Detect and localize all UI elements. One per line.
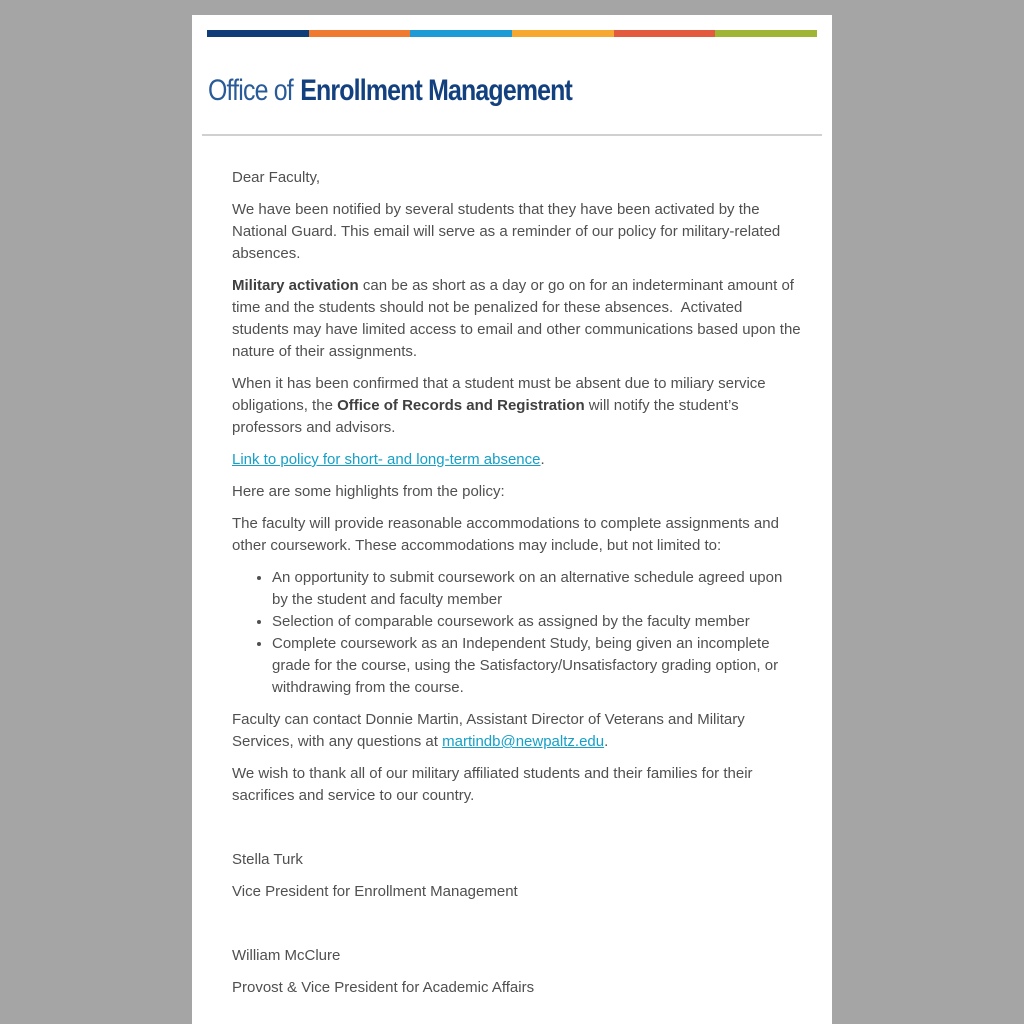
paragraph-thanks: We wish to thank all of our military affiliated students and their families for their sacrifices and service to our country. — [232, 765, 753, 804]
logo-text-light: Office of — [208, 74, 293, 107]
paragraph-policy-link — [232, 449, 802, 471]
signer-name: Stella Turk — [232, 851, 303, 868]
letter-content — [232, 167, 802, 1009]
contact-email-link[interactable]: martindb@newpaltz.edu — [442, 733, 605, 750]
color-stripe — [207, 30, 817, 37]
policy-link[interactable]: Link to policy for short- and long-term absence — [232, 451, 541, 468]
stripe-segment — [410, 30, 512, 37]
spacer — [232, 817, 802, 849]
stripe-segment — [207, 30, 309, 37]
office-logo — [208, 71, 572, 111]
accommodations-intro: The faculty will provide reasonable accommodations to complete assignments and other coursework. These accommodations may include, but not limited to: — [232, 515, 779, 554]
greeting: Dear Faculty, — [232, 169, 321, 186]
accommodations-list — [232, 567, 802, 699]
list-item: • Selection of comparable coursework as assigned by the faculty member — [272, 611, 802, 633]
stripe-segment — [309, 30, 411, 37]
list-item: • An opportunity to submit coursework on an alternative schedule agreed upon by the student and faculty member — [272, 567, 802, 611]
header-divider — [202, 134, 822, 136]
logo-text-bold: Enrollment Management — [300, 74, 573, 107]
stripe-segment — [512, 30, 614, 37]
stripe-segment — [715, 30, 817, 37]
signer-name: William McClure — [232, 947, 341, 964]
paragraph-military-activation — [232, 275, 802, 363]
paragraph-confirmation — [232, 373, 802, 439]
spacer — [232, 913, 802, 945]
list-item: • Complete coursework as an Independent Study, being given an incomplete grade for the course, using the Satisfactory/Unsatisfactory grading option, or withdrawing from the course. — [272, 633, 802, 699]
confirmation-text-end: will notify the student’s professors and advisors. — [232, 397, 739, 436]
stripe-segment — [614, 30, 716, 37]
contact-text: Faculty can contact Donnie Martin, Assistant Director of Veterans and Military Services, with any questions at — [232, 711, 745, 750]
contact-period: . — [604, 733, 609, 750]
confirmation-text-start: When it has been confirmed that a student must be absent due to miliary service obligations, the — [232, 375, 766, 414]
records-office-bold: Office of Records and Registration — [337, 397, 585, 414]
paragraph-contact — [232, 709, 802, 753]
highlights-intro: Here are some highlights from the policy: — [232, 483, 505, 500]
military-activation-bold: Military activation — [232, 277, 359, 294]
email-body — [192, 15, 832, 1024]
signer-title: Provost & Vice President for Academic Affairs — [232, 979, 535, 996]
policy-link-period: . — [540, 451, 545, 468]
paragraph-notification: We have been notified by several students that they have been activated by the National Guard. This email will serve as a reminder of our policy for military-related absences. — [232, 201, 781, 262]
signer-title: Vice President for Enrollment Management — [232, 883, 518, 900]
military-activation-text: can be as short as a day or go on for an indeterminant amount of time and the students should not be penalized for these absences. Activated students may have limited access to email and other communications based upon the nature of their assignments. — [232, 277, 801, 360]
